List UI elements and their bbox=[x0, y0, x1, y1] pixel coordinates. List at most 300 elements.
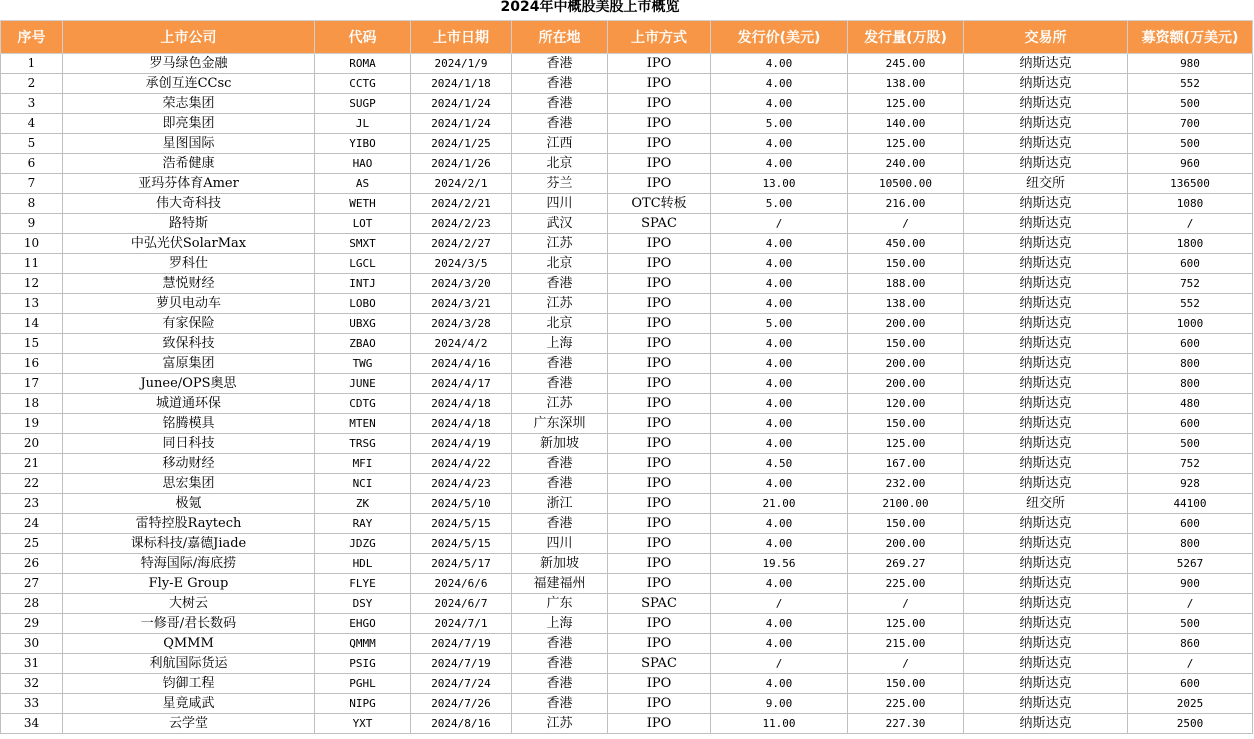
cell-location[interactable]: 江苏 bbox=[512, 234, 608, 254]
cell-offer-price[interactable]: 4.00 bbox=[711, 474, 848, 494]
cell-shares-offered[interactable]: 200.00 bbox=[848, 314, 964, 334]
cell-location[interactable]: 香港 bbox=[512, 694, 608, 714]
cell-listing-method[interactable]: SPAC bbox=[608, 654, 711, 674]
cell-location[interactable]: 香港 bbox=[512, 474, 608, 494]
cell-listing-date[interactable]: 2024/7/19 bbox=[411, 654, 512, 674]
cell-seq[interactable]: 27 bbox=[1, 574, 63, 594]
cell-company[interactable]: 同日科技 bbox=[63, 434, 315, 454]
table-row[interactable] bbox=[1, 194, 1253, 214]
cell-location[interactable]: 北京 bbox=[512, 314, 608, 334]
cell-listing-method[interactable]: IPO bbox=[608, 494, 711, 514]
cell-seq[interactable]: 20 bbox=[1, 434, 63, 454]
cell-shares-offered[interactable]: 225.00 bbox=[848, 694, 964, 714]
cell-exchange[interactable]: 纳斯达克 bbox=[964, 194, 1128, 214]
cell-listing-method[interactable]: IPO bbox=[608, 714, 711, 734]
table-row[interactable] bbox=[1, 314, 1253, 334]
cell-offer-price[interactable]: 4.00 bbox=[711, 274, 848, 294]
cell-offer-price[interactable]: 4.00 bbox=[711, 94, 848, 114]
cell-seq[interactable]: 34 bbox=[1, 714, 63, 734]
cell-proceeds[interactable]: 700 bbox=[1128, 114, 1253, 134]
cell-offer-price[interactable]: 4.00 bbox=[711, 574, 848, 594]
cell-listing-method[interactable]: IPO bbox=[608, 314, 711, 334]
cell-listing-date[interactable]: 2024/5/17 bbox=[411, 554, 512, 574]
cell-ticker[interactable]: TWG bbox=[315, 354, 411, 374]
cell-location[interactable]: 香港 bbox=[512, 634, 608, 654]
cell-ticker[interactable]: NCI bbox=[315, 474, 411, 494]
cell-listing-method[interactable]: IPO bbox=[608, 634, 711, 654]
cell-listing-date[interactable]: 2024/7/19 bbox=[411, 634, 512, 654]
cell-ticker[interactable]: INTJ bbox=[315, 274, 411, 294]
cell-company[interactable]: 亚玛芬体育Amer bbox=[63, 174, 315, 194]
cell-exchange[interactable]: 纳斯达克 bbox=[964, 454, 1128, 474]
cell-shares-offered[interactable]: 150.00 bbox=[848, 254, 964, 274]
cell-listing-method[interactable]: IPO bbox=[608, 414, 711, 434]
cell-seq[interactable]: 10 bbox=[1, 234, 63, 254]
cell-company[interactable]: 承创互连CCsc bbox=[63, 74, 315, 94]
cell-ticker[interactable]: FLYE bbox=[315, 574, 411, 594]
cell-location[interactable]: 香港 bbox=[512, 114, 608, 134]
cell-exchange[interactable]: 纳斯达克 bbox=[964, 574, 1128, 594]
cell-ticker[interactable]: LGCL bbox=[315, 254, 411, 274]
cell-listing-date[interactable]: 2024/8/16 bbox=[411, 714, 512, 734]
cell-seq[interactable]: 1 bbox=[1, 54, 63, 74]
cell-shares-offered[interactable]: 125.00 bbox=[848, 614, 964, 634]
cell-listing-date[interactable]: 2024/1/24 bbox=[411, 94, 512, 114]
cell-proceeds[interactable]: 2025 bbox=[1128, 694, 1253, 714]
cell-listing-method[interactable]: IPO bbox=[608, 234, 711, 254]
cell-location[interactable]: 广东深圳 bbox=[512, 414, 608, 434]
cell-proceeds[interactable]: 136500 bbox=[1128, 174, 1253, 194]
cell-listing-date[interactable]: 2024/4/23 bbox=[411, 474, 512, 494]
cell-company[interactable]: 星竟咸武 bbox=[63, 694, 315, 714]
cell-shares-offered[interactable]: 125.00 bbox=[848, 434, 964, 454]
cell-company[interactable]: 云学堂 bbox=[63, 714, 315, 734]
cell-proceeds[interactable]: / bbox=[1128, 594, 1253, 614]
cell-shares-offered[interactable]: / bbox=[848, 214, 964, 234]
table-row[interactable] bbox=[1, 694, 1253, 714]
cell-exchange[interactable]: 纳斯达克 bbox=[964, 514, 1128, 534]
cell-offer-price[interactable]: 13.00 bbox=[711, 174, 848, 194]
cell-listing-method[interactable]: IPO bbox=[608, 534, 711, 554]
cell-company[interactable]: 移动财经 bbox=[63, 454, 315, 474]
table-row[interactable] bbox=[1, 534, 1253, 554]
cell-listing-date[interactable]: 2024/4/2 bbox=[411, 334, 512, 354]
cell-listing-date[interactable]: 2024/4/18 bbox=[411, 394, 512, 414]
cell-seq[interactable]: 29 bbox=[1, 614, 63, 634]
cell-company[interactable]: 特海国际/海底捞 bbox=[63, 554, 315, 574]
cell-location[interactable]: 武汉 bbox=[512, 214, 608, 234]
cell-shares-offered[interactable]: 215.00 bbox=[848, 634, 964, 654]
cell-ticker[interactable]: JUNE bbox=[315, 374, 411, 394]
cell-shares-offered[interactable]: 120.00 bbox=[848, 394, 964, 414]
cell-location[interactable]: 浙江 bbox=[512, 494, 608, 514]
cell-listing-date[interactable]: 2024/1/26 bbox=[411, 154, 512, 174]
cell-offer-price[interactable]: 4.00 bbox=[711, 614, 848, 634]
cell-location[interactable]: 北京 bbox=[512, 254, 608, 274]
cell-shares-offered[interactable]: 138.00 bbox=[848, 74, 964, 94]
cell-shares-offered[interactable]: 125.00 bbox=[848, 134, 964, 154]
column-header-company[interactable]: 上市公司 bbox=[63, 21, 315, 54]
cell-listing-date[interactable]: 2024/4/16 bbox=[411, 354, 512, 374]
cell-location[interactable]: 香港 bbox=[512, 274, 608, 294]
cell-shares-offered[interactable]: 200.00 bbox=[848, 374, 964, 394]
cell-proceeds[interactable]: 928 bbox=[1128, 474, 1253, 494]
cell-listing-method[interactable]: IPO bbox=[608, 674, 711, 694]
cell-ticker[interactable]: ZK bbox=[315, 494, 411, 514]
cell-exchange[interactable]: 纽交所 bbox=[964, 494, 1128, 514]
cell-location[interactable]: 香港 bbox=[512, 354, 608, 374]
cell-proceeds[interactable]: 900 bbox=[1128, 574, 1253, 594]
cell-offer-price[interactable]: 4.00 bbox=[711, 634, 848, 654]
cell-location[interactable]: 新加坡 bbox=[512, 434, 608, 454]
cell-proceeds[interactable]: 500 bbox=[1128, 94, 1253, 114]
cell-seq[interactable]: 5 bbox=[1, 134, 63, 154]
cell-shares-offered[interactable]: / bbox=[848, 654, 964, 674]
cell-proceeds[interactable]: 1080 bbox=[1128, 194, 1253, 214]
cell-proceeds[interactable]: 552 bbox=[1128, 74, 1253, 94]
cell-listing-method[interactable]: IPO bbox=[608, 274, 711, 294]
cell-listing-date[interactable]: 2024/1/9 bbox=[411, 54, 512, 74]
cell-listing-date[interactable]: 2024/6/6 bbox=[411, 574, 512, 594]
table-row[interactable] bbox=[1, 414, 1253, 434]
cell-location[interactable]: 香港 bbox=[512, 674, 608, 694]
cell-listing-date[interactable]: 2024/6/7 bbox=[411, 594, 512, 614]
cell-seq[interactable]: 14 bbox=[1, 314, 63, 334]
cell-listing-date[interactable]: 2024/4/22 bbox=[411, 454, 512, 474]
cell-proceeds[interactable]: 752 bbox=[1128, 274, 1253, 294]
cell-ticker[interactable]: HDL bbox=[315, 554, 411, 574]
cell-location[interactable]: 香港 bbox=[512, 54, 608, 74]
cell-exchange[interactable]: 纳斯达克 bbox=[964, 614, 1128, 634]
cell-offer-price[interactable]: 4.00 bbox=[711, 434, 848, 454]
cell-offer-price[interactable]: 4.00 bbox=[711, 334, 848, 354]
cell-listing-date[interactable]: 2024/3/21 bbox=[411, 294, 512, 314]
cell-seq[interactable]: 19 bbox=[1, 414, 63, 434]
cell-listing-method[interactable]: IPO bbox=[608, 394, 711, 414]
cell-listing-date[interactable]: 2024/7/26 bbox=[411, 694, 512, 714]
cell-seq[interactable]: 22 bbox=[1, 474, 63, 494]
cell-company[interactable]: 城道通环保 bbox=[63, 394, 315, 414]
cell-ticker[interactable]: MFI bbox=[315, 454, 411, 474]
table-row[interactable] bbox=[1, 654, 1253, 674]
cell-listing-method[interactable]: IPO bbox=[608, 354, 711, 374]
table-row[interactable] bbox=[1, 274, 1253, 294]
cell-listing-method[interactable]: IPO bbox=[608, 174, 711, 194]
cell-offer-price[interactable]: 4.50 bbox=[711, 454, 848, 474]
cell-seq[interactable]: 32 bbox=[1, 674, 63, 694]
cell-ticker[interactable]: UBXG bbox=[315, 314, 411, 334]
table-row[interactable] bbox=[1, 614, 1253, 634]
cell-listing-method[interactable]: IPO bbox=[608, 134, 711, 154]
cell-seq[interactable]: 9 bbox=[1, 214, 63, 234]
cell-proceeds[interactable]: 500 bbox=[1128, 434, 1253, 454]
cell-ticker[interactable]: PSIG bbox=[315, 654, 411, 674]
cell-offer-price[interactable]: 19.56 bbox=[711, 554, 848, 574]
cell-proceeds[interactable]: 752 bbox=[1128, 454, 1253, 474]
cell-exchange[interactable]: 纳斯达克 bbox=[964, 374, 1128, 394]
cell-location[interactable]: 江苏 bbox=[512, 394, 608, 414]
cell-location[interactable]: 上海 bbox=[512, 334, 608, 354]
cell-exchange[interactable]: 纳斯达克 bbox=[964, 434, 1128, 454]
cell-shares-offered[interactable]: 245.00 bbox=[848, 54, 964, 74]
cell-seq[interactable]: 18 bbox=[1, 394, 63, 414]
cell-seq[interactable]: 21 bbox=[1, 454, 63, 474]
cell-company[interactable]: 富原集团 bbox=[63, 354, 315, 374]
cell-proceeds[interactable]: 500 bbox=[1128, 614, 1253, 634]
cell-listing-date[interactable]: 2024/7/1 bbox=[411, 614, 512, 634]
cell-listing-date[interactable]: 2024/3/20 bbox=[411, 274, 512, 294]
cell-ticker[interactable]: LOBO bbox=[315, 294, 411, 314]
cell-seq[interactable]: 7 bbox=[1, 174, 63, 194]
cell-offer-price[interactable]: 4.00 bbox=[711, 394, 848, 414]
cell-exchange[interactable]: 纳斯达克 bbox=[964, 694, 1128, 714]
cell-listing-date[interactable]: 2024/5/15 bbox=[411, 534, 512, 554]
cell-shares-offered[interactable]: 188.00 bbox=[848, 274, 964, 294]
cell-listing-method[interactable]: IPO bbox=[608, 554, 711, 574]
cell-shares-offered[interactable]: 2100.00 bbox=[848, 494, 964, 514]
cell-seq[interactable]: 8 bbox=[1, 194, 63, 214]
table-row[interactable] bbox=[1, 174, 1253, 194]
cell-offer-price[interactable]: 4.00 bbox=[711, 74, 848, 94]
cell-offer-price[interactable]: 4.00 bbox=[711, 234, 848, 254]
cell-seq[interactable]: 24 bbox=[1, 514, 63, 534]
cell-listing-method[interactable]: IPO bbox=[608, 334, 711, 354]
column-header-seq[interactable]: 序号 bbox=[1, 21, 63, 54]
table-row[interactable] bbox=[1, 254, 1253, 274]
table-row[interactable] bbox=[1, 634, 1253, 654]
cell-exchange[interactable]: 纳斯达克 bbox=[964, 54, 1128, 74]
cell-location[interactable]: 江西 bbox=[512, 134, 608, 154]
cell-exchange[interactable]: 纳斯达克 bbox=[964, 534, 1128, 554]
cell-offer-price[interactable]: 5.00 bbox=[711, 114, 848, 134]
cell-exchange[interactable]: 纳斯达克 bbox=[964, 294, 1128, 314]
cell-location[interactable]: 香港 bbox=[512, 454, 608, 474]
cell-proceeds[interactable]: 800 bbox=[1128, 534, 1253, 554]
cell-proceeds[interactable]: 552 bbox=[1128, 294, 1253, 314]
table-row[interactable] bbox=[1, 94, 1253, 114]
cell-ticker[interactable]: DSY bbox=[315, 594, 411, 614]
cell-company[interactable]: 思宏集团 bbox=[63, 474, 315, 494]
cell-shares-offered[interactable]: / bbox=[848, 594, 964, 614]
cell-listing-method[interactable]: IPO bbox=[608, 574, 711, 594]
table-row[interactable] bbox=[1, 74, 1253, 94]
cell-seq[interactable]: 4 bbox=[1, 114, 63, 134]
cell-seq[interactable]: 30 bbox=[1, 634, 63, 654]
cell-ticker[interactable]: LOT bbox=[315, 214, 411, 234]
cell-proceeds[interactable]: 1800 bbox=[1128, 234, 1253, 254]
cell-listing-method[interactable]: IPO bbox=[608, 374, 711, 394]
cell-offer-price[interactable]: 4.00 bbox=[711, 154, 848, 174]
cell-company[interactable]: 即亮集团 bbox=[63, 114, 315, 134]
cell-exchange[interactable]: 纳斯达克 bbox=[964, 394, 1128, 414]
cell-listing-date[interactable]: 2024/2/1 bbox=[411, 174, 512, 194]
cell-offer-price[interactable]: 4.00 bbox=[711, 54, 848, 74]
cell-shares-offered[interactable]: 150.00 bbox=[848, 414, 964, 434]
cell-ticker[interactable]: MTEN bbox=[315, 414, 411, 434]
cell-shares-offered[interactable]: 200.00 bbox=[848, 534, 964, 554]
cell-shares-offered[interactable]: 240.00 bbox=[848, 154, 964, 174]
cell-listing-method[interactable]: IPO bbox=[608, 74, 711, 94]
cell-listing-method[interactable]: IPO bbox=[608, 434, 711, 454]
cell-location[interactable]: 四川 bbox=[512, 194, 608, 214]
cell-location[interactable]: 江苏 bbox=[512, 714, 608, 734]
cell-company[interactable]: 荣志集团 bbox=[63, 94, 315, 114]
cell-listing-date[interactable]: 2024/4/19 bbox=[411, 434, 512, 454]
cell-listing-date[interactable]: 2024/3/28 bbox=[411, 314, 512, 334]
table-row[interactable] bbox=[1, 114, 1253, 134]
cell-shares-offered[interactable]: 216.00 bbox=[848, 194, 964, 214]
cell-exchange[interactable]: 纳斯达克 bbox=[964, 214, 1128, 234]
table-row[interactable] bbox=[1, 154, 1253, 174]
cell-offer-price[interactable]: 4.00 bbox=[711, 414, 848, 434]
cell-seq[interactable]: 11 bbox=[1, 254, 63, 274]
cell-ticker[interactable]: WETH bbox=[315, 194, 411, 214]
table-row[interactable] bbox=[1, 234, 1253, 254]
cell-proceeds[interactable]: 800 bbox=[1128, 354, 1253, 374]
cell-exchange[interactable]: 纳斯达克 bbox=[964, 634, 1128, 654]
cell-listing-date[interactable]: 2024/2/23 bbox=[411, 214, 512, 234]
cell-listing-date[interactable]: 2024/1/24 bbox=[411, 114, 512, 134]
cell-company[interactable]: 一修哥/君长数码 bbox=[63, 614, 315, 634]
cell-shares-offered[interactable]: 138.00 bbox=[848, 294, 964, 314]
cell-offer-price[interactable]: 4.00 bbox=[711, 354, 848, 374]
cell-location[interactable]: 广东 bbox=[512, 594, 608, 614]
cell-listing-date[interactable]: 2024/7/24 bbox=[411, 674, 512, 694]
column-header-listing-date[interactable]: 上市日期 bbox=[411, 21, 512, 54]
cell-ticker[interactable]: CCTG bbox=[315, 74, 411, 94]
cell-shares-offered[interactable]: 125.00 bbox=[848, 94, 964, 114]
cell-proceeds[interactable]: 800 bbox=[1128, 374, 1253, 394]
cell-ticker[interactable]: NIPG bbox=[315, 694, 411, 714]
cell-proceeds[interactable]: 960 bbox=[1128, 154, 1253, 174]
cell-offer-price[interactable]: 4.00 bbox=[711, 134, 848, 154]
cell-listing-date[interactable]: 2024/2/27 bbox=[411, 234, 512, 254]
cell-location[interactable]: 福建福州 bbox=[512, 574, 608, 594]
cell-location[interactable]: 北京 bbox=[512, 154, 608, 174]
column-header-shares-offered[interactable]: 发行量(万股) bbox=[848, 21, 964, 54]
cell-proceeds[interactable]: 600 bbox=[1128, 254, 1253, 274]
cell-proceeds[interactable]: 860 bbox=[1128, 634, 1253, 654]
cell-company[interactable]: 罗科仕 bbox=[63, 254, 315, 274]
cell-company[interactable]: 雷特控股Raytech bbox=[63, 514, 315, 534]
cell-proceeds[interactable]: 480 bbox=[1128, 394, 1253, 414]
cell-listing-method[interactable]: IPO bbox=[608, 114, 711, 134]
cell-ticker[interactable]: HAO bbox=[315, 154, 411, 174]
cell-offer-price[interactable]: / bbox=[711, 654, 848, 674]
column-header-location[interactable]: 所在地 bbox=[512, 21, 608, 54]
cell-listing-date[interactable]: 2024/4/17 bbox=[411, 374, 512, 394]
cell-seq[interactable]: 26 bbox=[1, 554, 63, 574]
table-row[interactable] bbox=[1, 474, 1253, 494]
cell-offer-price[interactable]: / bbox=[711, 214, 848, 234]
cell-exchange[interactable]: 纳斯达克 bbox=[964, 474, 1128, 494]
cell-listing-date[interactable]: 2024/3/5 bbox=[411, 254, 512, 274]
column-header-proceeds[interactable]: 募资额(万美元) bbox=[1128, 21, 1253, 54]
cell-offer-price[interactable]: 4.00 bbox=[711, 534, 848, 554]
cell-proceeds[interactable]: 600 bbox=[1128, 334, 1253, 354]
cell-offer-price[interactable]: 11.00 bbox=[711, 714, 848, 734]
cell-company[interactable]: 有家保险 bbox=[63, 314, 315, 334]
cell-company[interactable]: 钧御工程 bbox=[63, 674, 315, 694]
cell-ticker[interactable]: AS bbox=[315, 174, 411, 194]
cell-ticker[interactable]: YIBO bbox=[315, 134, 411, 154]
cell-company[interactable]: 极氪 bbox=[63, 494, 315, 514]
table-row[interactable] bbox=[1, 334, 1253, 354]
cell-exchange[interactable]: 纳斯达克 bbox=[964, 334, 1128, 354]
cell-shares-offered[interactable]: 150.00 bbox=[848, 334, 964, 354]
cell-proceeds[interactable]: 2500 bbox=[1128, 714, 1253, 734]
cell-exchange[interactable]: 纳斯达克 bbox=[964, 554, 1128, 574]
cell-shares-offered[interactable]: 140.00 bbox=[848, 114, 964, 134]
table-row[interactable] bbox=[1, 574, 1253, 594]
cell-exchange[interactable]: 纽交所 bbox=[964, 174, 1128, 194]
cell-company[interactable]: QMMM bbox=[63, 634, 315, 654]
cell-proceeds[interactable]: 44100 bbox=[1128, 494, 1253, 514]
cell-seq[interactable]: 33 bbox=[1, 694, 63, 714]
cell-offer-price[interactable]: 5.00 bbox=[711, 194, 848, 214]
cell-shares-offered[interactable]: 225.00 bbox=[848, 574, 964, 594]
cell-seq[interactable]: 31 bbox=[1, 654, 63, 674]
cell-ticker[interactable]: TRSG bbox=[315, 434, 411, 454]
cell-ticker[interactable]: JL bbox=[315, 114, 411, 134]
cell-shares-offered[interactable]: 10500.00 bbox=[848, 174, 964, 194]
cell-proceeds[interactable]: 1000 bbox=[1128, 314, 1253, 334]
cell-exchange[interactable]: 纳斯达克 bbox=[964, 94, 1128, 114]
table-row[interactable] bbox=[1, 454, 1253, 474]
cell-shares-offered[interactable]: 150.00 bbox=[848, 514, 964, 534]
cell-seq[interactable]: 15 bbox=[1, 334, 63, 354]
cell-listing-date[interactable]: 2024/1/18 bbox=[411, 74, 512, 94]
cell-proceeds[interactable]: 500 bbox=[1128, 134, 1253, 154]
cell-listing-date[interactable]: 2024/1/25 bbox=[411, 134, 512, 154]
cell-seq[interactable]: 28 bbox=[1, 594, 63, 614]
cell-proceeds[interactable]: 980 bbox=[1128, 54, 1253, 74]
cell-location[interactable]: 香港 bbox=[512, 74, 608, 94]
cell-company[interactable]: 罗马绿色金融 bbox=[63, 54, 315, 74]
cell-exchange[interactable]: 纳斯达克 bbox=[964, 154, 1128, 174]
cell-listing-method[interactable]: IPO bbox=[608, 294, 711, 314]
cell-exchange[interactable]: 纳斯达克 bbox=[964, 274, 1128, 294]
cell-location[interactable]: 香港 bbox=[512, 94, 608, 114]
cell-company[interactable]: 利航国际货运 bbox=[63, 654, 315, 674]
cell-seq[interactable]: 23 bbox=[1, 494, 63, 514]
cell-offer-price[interactable]: 4.00 bbox=[711, 374, 848, 394]
table-row[interactable] bbox=[1, 374, 1253, 394]
cell-seq[interactable]: 3 bbox=[1, 94, 63, 114]
table-row[interactable] bbox=[1, 714, 1253, 734]
cell-company[interactable]: 萝贝电动车 bbox=[63, 294, 315, 314]
cell-offer-price[interactable]: 4.00 bbox=[711, 674, 848, 694]
cell-exchange[interactable]: 纳斯达克 bbox=[964, 74, 1128, 94]
cell-listing-method[interactable]: IPO bbox=[608, 54, 711, 74]
cell-ticker[interactable]: PGHL bbox=[315, 674, 411, 694]
cell-seq[interactable]: 13 bbox=[1, 294, 63, 314]
cell-listing-date[interactable]: 2024/4/18 bbox=[411, 414, 512, 434]
cell-ticker[interactable]: ROMA bbox=[315, 54, 411, 74]
cell-proceeds[interactable]: / bbox=[1128, 654, 1253, 674]
table-row[interactable] bbox=[1, 494, 1253, 514]
cell-exchange[interactable]: 纳斯达克 bbox=[964, 414, 1128, 434]
table-row[interactable] bbox=[1, 514, 1253, 534]
cell-seq[interactable]: 12 bbox=[1, 274, 63, 294]
table-row[interactable] bbox=[1, 294, 1253, 314]
cell-offer-price[interactable]: 4.00 bbox=[711, 514, 848, 534]
column-header-offer-price[interactable]: 发行价(美元) bbox=[711, 21, 848, 54]
cell-listing-date[interactable]: 2024/5/10 bbox=[411, 494, 512, 514]
cell-ticker[interactable]: ZBAO bbox=[315, 334, 411, 354]
cell-listing-method[interactable]: IPO bbox=[608, 94, 711, 114]
cell-exchange[interactable]: 纳斯达克 bbox=[964, 354, 1128, 374]
